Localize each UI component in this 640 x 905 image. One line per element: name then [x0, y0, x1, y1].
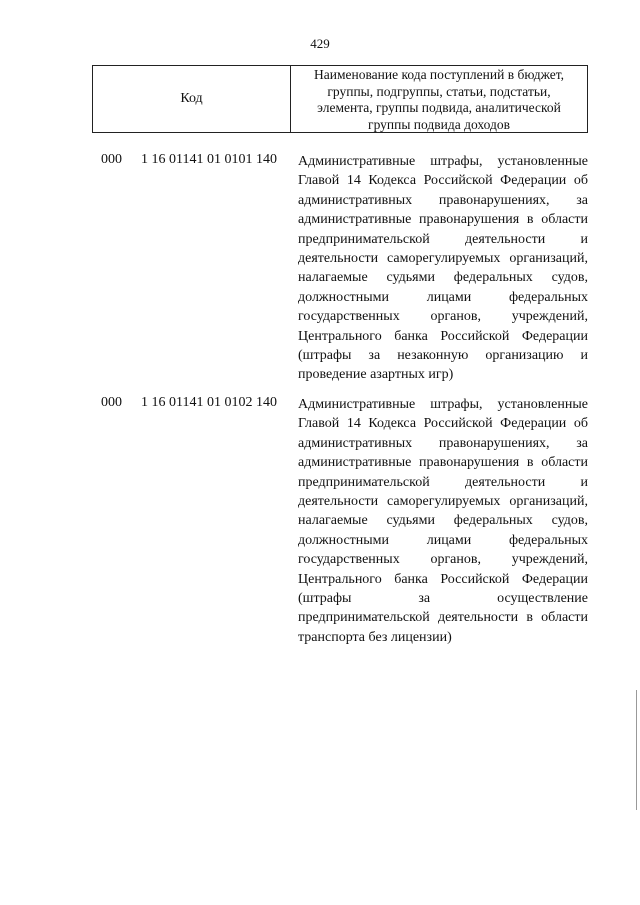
- code-column-header: Код: [93, 66, 291, 132]
- description-line: (штрафы за незаконную организацию и: [298, 348, 588, 364]
- name-header-line: группы подвида доходов: [368, 116, 510, 132]
- description-line: транспорта без лицензии): [298, 629, 452, 645]
- page-number: 429: [310, 36, 330, 51]
- description-line: налагаемые судьями федеральных судов,: [298, 513, 588, 529]
- description-line: Центрального банка Российской Федерации: [298, 328, 588, 344]
- admin-code: 000: [101, 152, 122, 167]
- description-line: предпринимательской деятельности в области: [298, 610, 588, 626]
- description-line: государственных органов, учреждений,: [298, 552, 588, 568]
- description-line: административные правонарушения в области: [298, 455, 588, 471]
- revenue-description: [298, 395, 588, 647]
- description-line: Административные штрафы, установленные: [298, 154, 588, 169]
- description-line: должностными лицами федеральных: [298, 532, 588, 548]
- description-line: административных правонарушениях, за: [298, 192, 588, 208]
- description-line: административные правонарушения в области: [298, 212, 588, 228]
- description-line: проведение азартных игр): [298, 367, 454, 383]
- description-line: должностными лицами федеральных: [298, 289, 588, 305]
- description-line: предпринимательской деятельности и: [298, 231, 588, 247]
- revenue-code: 1 16 01141 01 0101 140: [141, 152, 277, 167]
- name-header-line: элемента, группы подвида, аналитической: [317, 100, 561, 115]
- table-header: [92, 65, 588, 133]
- description-line: (штрафы за осуществление: [298, 591, 588, 607]
- description-line: Главой 14 Кодекса Российской Федерации об: [298, 416, 588, 432]
- scan-edge-mark: [636, 690, 637, 810]
- revenue-description: [298, 152, 588, 385]
- description-line: Административные штрафы, установленные: [298, 397, 588, 412]
- description-line: предпринимательской деятельности и: [298, 474, 588, 490]
- description-line: деятельности саморегулируемых организаций,: [298, 251, 588, 267]
- description-line: деятельности саморегулируемых организаций,: [298, 494, 588, 510]
- description-line: административных правонарушениях, за: [298, 435, 588, 451]
- name-header-line: группы, подгруппы, статьи, подстатьи,: [327, 83, 551, 99]
- revenue-code: 1 16 01141 01 0102 140: [141, 395, 277, 410]
- description-line: налагаемые судьями федеральных судов,: [298, 270, 588, 286]
- description-line: Центрального банка Российской Федерации: [298, 571, 588, 587]
- name-header-line: Наименование кода поступлений в бюджет,: [313, 67, 564, 82]
- admin-code: 000: [101, 395, 122, 410]
- description-line: Главой 14 Кодекса Российской Федерации об: [298, 173, 588, 189]
- description-line: государственных органов, учреждений,: [298, 309, 588, 325]
- name-column-header: [291, 66, 587, 132]
